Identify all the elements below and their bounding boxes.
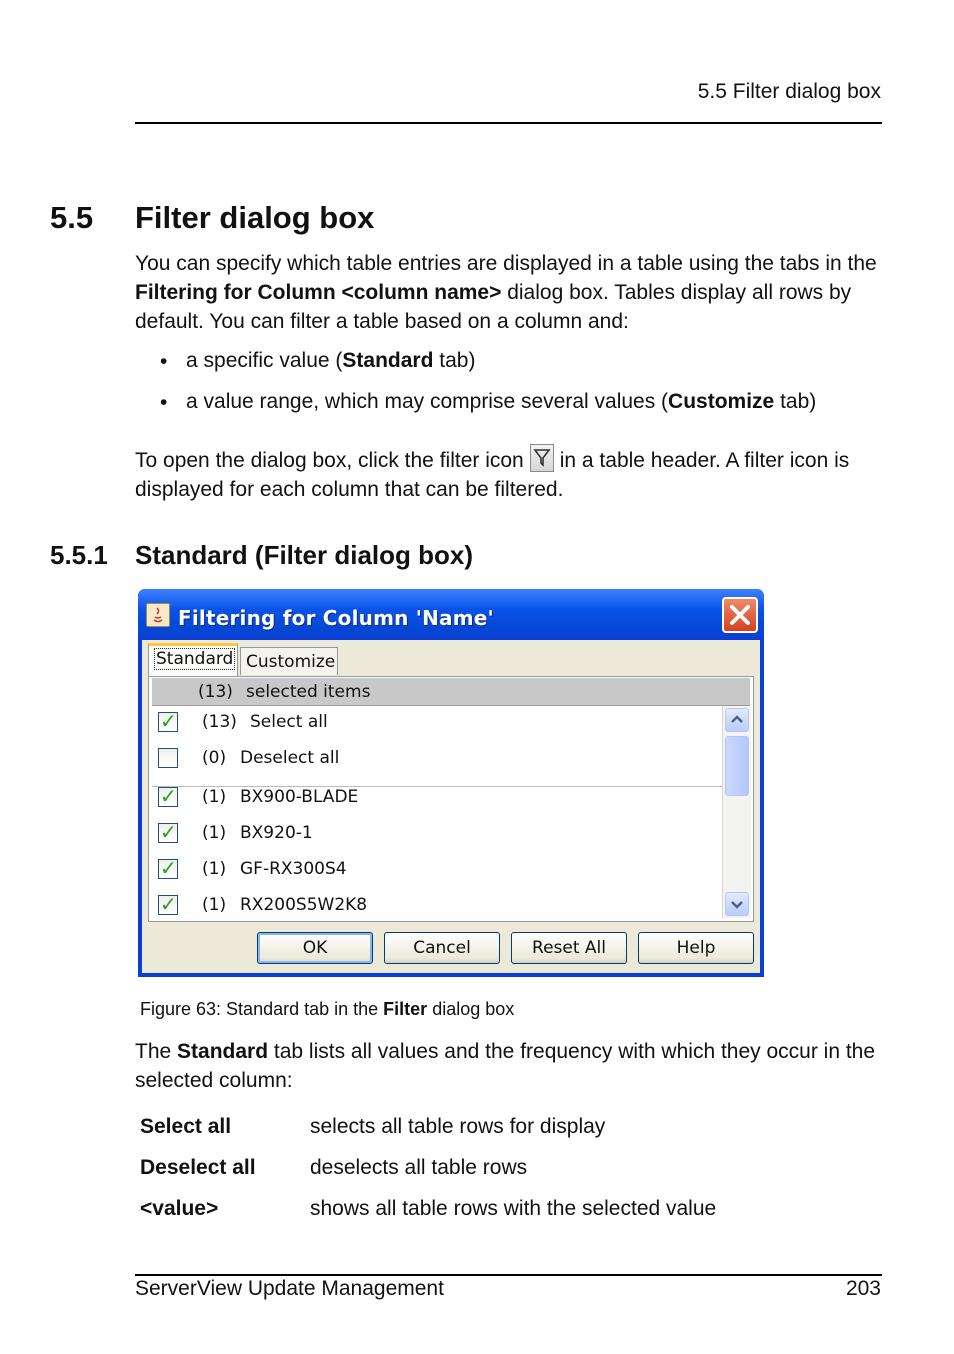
- checkmark-icon: ✓: [160, 892, 177, 916]
- item-label: Select all: [250, 712, 328, 732]
- definition-term: Deselect all: [140, 1156, 256, 1179]
- standard-tab-paragraph: The Standard tab lists all values and the frequency with which they occur in the selected column:: [135, 1040, 876, 1092]
- checkbox[interactable]: [158, 820, 178, 844]
- tab-standard[interactable]: Standard: [148, 643, 238, 676]
- subsection-title: Standard (Filter dialog box): [135, 540, 474, 570]
- dialog-client: [142, 640, 760, 973]
- figure-caption: Figure 63: Standard tab in the Filter dialog box: [140, 999, 515, 1019]
- item-count: (1): [202, 859, 227, 879]
- item-count: (13): [202, 712, 237, 732]
- definition-term: <value>: [140, 1197, 219, 1220]
- item-label: Deselect all: [240, 748, 340, 768]
- list-item[interactable]: [152, 889, 722, 918]
- header-rule: [135, 122, 882, 124]
- cancel-button[interactable]: Cancel: [384, 932, 500, 964]
- reset-all-button[interactable]: Reset All: [511, 932, 627, 964]
- item-count: (0): [202, 748, 227, 768]
- open-dialog-paragraph: To open the dialog box, click the filter icon in a table header. A filter icon is displayed for each column that can be filtered.: [135, 444, 885, 504]
- item-count: (1): [202, 787, 227, 807]
- checkbox[interactable]: [158, 856, 178, 880]
- list-item[interactable]: [152, 781, 722, 817]
- vertical-scrollbar[interactable]: [722, 706, 751, 918]
- list-item[interactable]: [152, 817, 722, 853]
- list-item-deselect-all[interactable]: [152, 742, 722, 778]
- item-count: (1): [202, 895, 227, 915]
- checkmark-icon: ✓: [160, 820, 177, 844]
- help-button[interactable]: Help: [638, 932, 754, 964]
- section-title: Filter dialog box: [135, 200, 375, 235]
- subsection-number: 5.5.1: [50, 540, 108, 570]
- item-count: (1): [202, 823, 227, 843]
- filter-dialog: [138, 589, 764, 977]
- dialog-title: Filtering for Column 'Name': [178, 606, 494, 630]
- selected-label: selected items: [246, 682, 371, 702]
- item-label: GF-RX300S4: [240, 859, 347, 879]
- checkbox[interactable]: [158, 784, 178, 808]
- footer-product: ServerView Update Management: [135, 1277, 444, 1300]
- value-list: [152, 706, 722, 918]
- intro-paragraph: You can specify which table entries are displayed in a table using the tabs in the Filtering for Column <column name> dialog box. Tables display all rows by default. You can filter a table based on a column and:: [135, 252, 877, 333]
- list-header: [152, 678, 750, 706]
- bullet-marker: •: [160, 350, 168, 373]
- checkmark-icon: ✓: [160, 709, 177, 733]
- bullet-item: a specific value (Standard tab): [186, 349, 476, 372]
- definition-desc: selects all table rows for display: [310, 1115, 606, 1138]
- item-label: RX200S5W2K8: [240, 895, 368, 915]
- tab-panel: [148, 676, 754, 922]
- checkmark-icon: ✓: [160, 784, 177, 808]
- scroll-thumb[interactable]: [725, 736, 749, 796]
- checkmark-icon: ✓: [160, 856, 177, 880]
- bullet-marker: •: [160, 391, 168, 414]
- definition-term: Select all: [140, 1115, 232, 1138]
- close-icon: [724, 599, 756, 631]
- chevron-down-icon: [726, 893, 748, 915]
- definition-desc: deselects all table rows: [310, 1156, 528, 1179]
- dialog-titlebar[interactable]: [138, 589, 764, 640]
- footer-rule: [135, 1274, 882, 1276]
- running-header: 5.5 Filter dialog box: [697, 80, 881, 103]
- scroll-up-button[interactable]: [725, 708, 749, 732]
- definition-desc: shows all table rows with the selected value: [310, 1197, 717, 1220]
- checkbox[interactable]: [158, 748, 178, 768]
- bullet-item: a value range, which may comprise several values (Customize tab): [186, 390, 817, 413]
- filter-icon: [530, 444, 554, 472]
- item-label: BX900-BLADE: [240, 787, 359, 807]
- selected-count: (13): [198, 682, 233, 702]
- close-button[interactable]: [722, 597, 758, 633]
- section-number: 5.5: [50, 200, 94, 235]
- checkbox[interactable]: [158, 709, 178, 733]
- list-item[interactable]: [152, 853, 722, 889]
- list-item-select-all[interactable]: [152, 706, 722, 742]
- ok-button[interactable]: OK: [257, 932, 373, 964]
- tab-customize[interactable]: Customize: [240, 647, 338, 675]
- chevron-up-icon: [726, 709, 748, 731]
- java-icon: [146, 603, 170, 627]
- scroll-down-button[interactable]: [725, 892, 749, 916]
- page-number: 203: [845, 1277, 881, 1300]
- item-label: BX920-1: [240, 823, 313, 843]
- checkbox[interactable]: [158, 892, 178, 916]
